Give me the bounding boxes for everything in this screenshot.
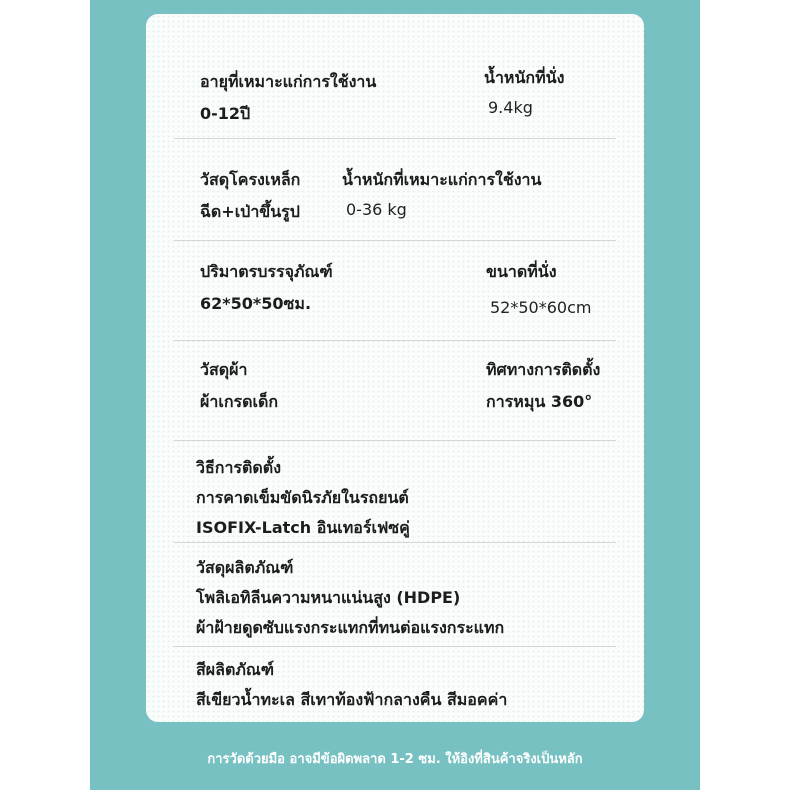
- suitable-weight-label: น้ำหนักที่เหมาะแก่การใช้งาน: [342, 170, 542, 189]
- package-volume-label: ปริมาตรบรรจุภัณฑ์: [200, 262, 333, 281]
- measurement-disclaimer: การวัดด้วยมือ อาจมีข้อผิดพลาด 1-2 ซม. ให้อิงที่สินค้าจริงเป็นหลัก: [207, 752, 583, 767]
- frame-material-value: ฉีด+เป่าขึ้นรูป: [200, 202, 300, 221]
- product-material-line2: ผ้าฝ้ายดูดซับแรงกระแทกที่ทนต่อแรงกระแทก: [196, 618, 505, 637]
- install-direction-value: การหมุน 360°: [486, 392, 593, 411]
- divider-5: [174, 542, 616, 543]
- install-direction-label: ทิศทางการติดตั้ง: [486, 360, 601, 379]
- install-method-label: วิธีการติดตั้ง: [196, 458, 281, 477]
- divider-1: [174, 138, 616, 139]
- product-color-label: สีผลิตภัณฑ์: [196, 660, 275, 679]
- seat-weight-label: น้ำหนักที่นั่ง: [484, 68, 565, 87]
- product-color-line1: สีเขียวน้ำทะเล สีเทาท้องฟ้ากลางคืน สีมอคค่า: [196, 690, 508, 709]
- package-volume-value: 62*50*50ซม.: [200, 294, 312, 313]
- suitable-weight-value: 0-36 kg: [346, 200, 407, 219]
- age-label: อายุที่เหมาะแก่การใช้งาน: [200, 72, 377, 91]
- seat-size-label: ขนาดที่นั่ง: [486, 262, 557, 281]
- install-method-line2: ISOFIX-Latch อินเทอร์เฟซคู่: [196, 518, 410, 537]
- product-material-label: วัสดุผลิตภัณฑ์: [196, 558, 294, 577]
- divider-6: [174, 646, 616, 647]
- seat-size-value: 52*50*60cm: [490, 298, 592, 317]
- install-method-line1: การคาดเข็มขัดนิรภัยในรถยนต์: [196, 488, 409, 507]
- fabric-material-value: ผ้าเกรดเด็ก: [200, 392, 279, 411]
- spec-card: [146, 14, 644, 722]
- seat-weight-value: 9.4kg: [488, 98, 533, 117]
- divider-4: [174, 440, 616, 441]
- divider-3: [174, 340, 616, 341]
- age-value: 0-12ปี: [200, 104, 251, 123]
- divider-2: [174, 240, 616, 241]
- frame-material-label: วัสดุโครงเหล็ก: [200, 170, 301, 189]
- product-material-line1: โพลิเอทิลีนความหนาแน่นสูง (HDPE): [196, 588, 461, 607]
- fabric-material-label: วัสดุผ้า: [200, 360, 248, 379]
